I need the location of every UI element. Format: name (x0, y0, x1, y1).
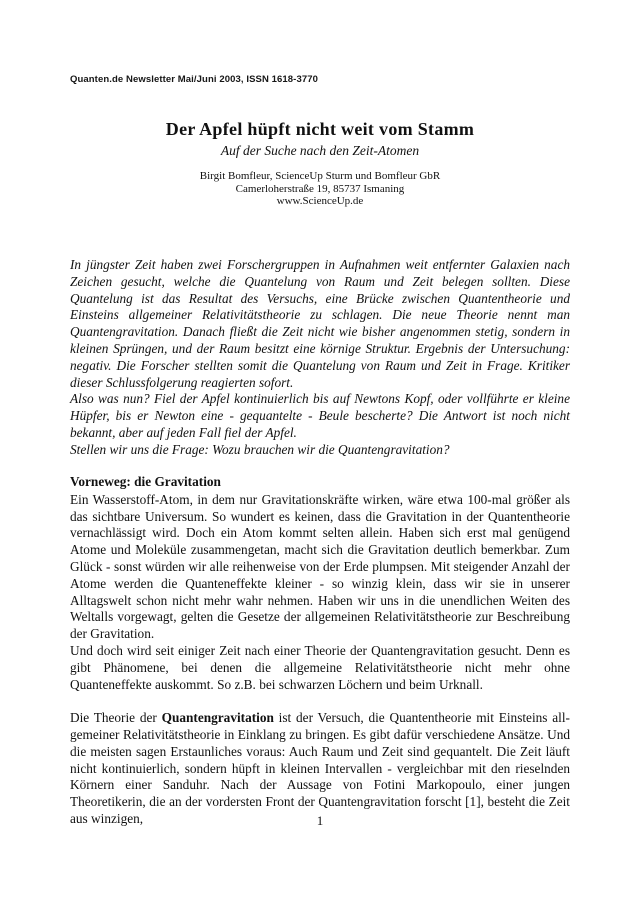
article-title: Der Apfel hüpft nicht weit vom Stamm (165, 119, 475, 139)
author-website: www.ScienceUp.de (276, 195, 364, 207)
author-line: Birgit Bomfleur, ScienceUp Sturm und Bomfleur GbR (199, 170, 441, 182)
body-text (70, 474, 570, 828)
body-paragraph-2: Und doch wird seit einiger Zeit nach einer Theorie der Quantengravitation gesucht. Denn es gibt Phänomene, bei denen die allgemeine Relativitätstheorie nicht mehr ohne Quanteneffekte auskommt. So z.B. bei schwarzen Löchern und beim Urknall. (70, 642, 570, 692)
author-block (70, 170, 570, 208)
body-paragraph-3 (70, 710, 570, 828)
bold-term-quantengravitation: Quantengravitation (161, 710, 274, 726)
abstract-paragraph-2: Also was nun? Fiel der Apfel kontinuierlich bis auf Newtons Kopf, oder vollführte er kleine Hüpfer, bis er Newton eine - gequantelte - Beule bescherte? Die Antwort ist noch nicht bekannt, aber auf jeden Fall fiel der Apfel. (70, 391, 570, 440)
abstract-paragraph-1: In jüngster Zeit haben zwei Forschergruppen in Aufnahmen weit entfernter Galaxien nach Zeichen gesucht, welche die Quantelung von Raum und Zeit belegen sollten. Diese Quantelung ist das Resultat des Versuchs, eine Brücke zwischen Quantentheorie und Einsteins allgemeiner Relativitätstheorie zu schlagen. Die neue Theorie nennt man Quantengravitation. Danach fließt die Zeit nicht wie bisher angenommen stetig, sondern in kleinen Sprüngen, und der Raum besitzt eine körnige Struktur. Ergebnis der Untersuchung: negativ. Die Forscher stellten somit die Quantelung von Raum und Zeit in Frage. Kritiker dieser Schlussfolgerung reagierten sofort. (70, 257, 570, 390)
body-paragraph-3-post: ist der Versuch, die Quantentheorie mit Einsteins allgemeiner Relativitätstheorie in Einklang zu bringen. Es gibt dafür verschiedene Ansätze. Und die meisten sagen Erstaunliches voraus: Auch Raum und Zeit sind gequantelt. Die Zeit läuft nicht kontinuierlich, sondern hüpft in kleinen Intervallen - vergleichbar mit den rieselnden Körnern einer Sanduhr. Nach der Aussage von Fotini Markopoulo, einer jungen Theoretikerin, die an der vordersten Front der Quantengravitation forscht [1], besteht die Zeit aus winzigen, (70, 710, 570, 826)
section-heading-gravitation: Vorneweg: die Gravitation (70, 474, 221, 489)
body-paragraph-3-pre: Die Theorie der (70, 710, 162, 726)
newsletter-header: Quanten.de Newsletter Mai/Juni 2003, ISSN 1618-3770 (70, 74, 318, 85)
body-paragraph-1: Ein Wasserstoff-Atom, in dem nur Gravitationskräfte wirken, wäre etwa 100-mal größer als das sichtbare Universum. So wundert es keinen, dass die Gravitation in der Quantentheorie vernachlässigt wird. Doch ein Atom kommt selten allein. Haben sich erst mal genügend Atome und Moleküle zusammengetan, macht sich die Gravitation deutlich bemerkbar. Zum Glück - sonst würden wir alle reihenweise von der Erde plumpsen. Mit steigender Anzahl der Atome werden die Quanteneffekte kleiner - so winzig klein, dass wir sie in unserer Alltagswelt schon nicht mehr wahr nehmen. Haben wir uns in die unendlichen Weiten des Weltalls vorgewagt, gelten die Gesetze der allgemeinen Relativitätstheorie zur Beschreibung der Gravitation. (70, 491, 570, 642)
article-subtitle: Auf der Suche nach den Zeit-Atomen (220, 143, 420, 158)
title-block (70, 119, 570, 159)
author-address: Camerloherstraße 19, 85737 Ismaning (235, 182, 405, 195)
abstract-paragraph-3: Stellen wir uns die Frage: Wozu brauchen wir die Quantengravitation? (70, 441, 450, 457)
page-number: 1 (316, 813, 324, 828)
abstract (70, 257, 570, 459)
